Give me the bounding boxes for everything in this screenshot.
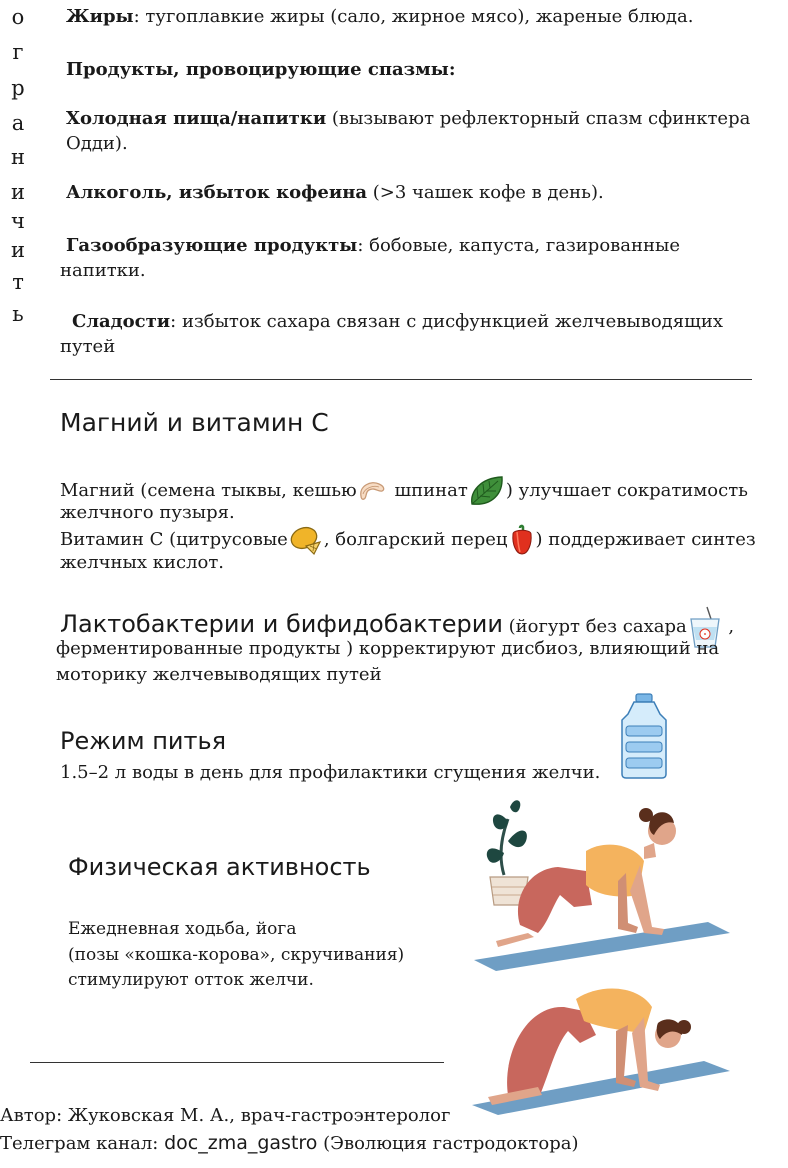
vertical-letter: р	[11, 76, 25, 100]
limit-sweets	[72, 309, 723, 334]
lacto-line: ферментированные продукты ) корректируют дисбиоз, влияющий на	[56, 638, 720, 659]
limit-cold	[66, 106, 750, 131]
yoga-illustration	[468, 795, 738, 1115]
telegram-line	[0, 1131, 578, 1156]
activity-text: Ежедневная ходьба, йога	[68, 919, 297, 939]
vertical-letter: т	[12, 270, 24, 294]
limit-fats-text: : тугоплавкие жиры (сало, жирное мясо), жареные блюда.	[133, 6, 694, 27]
activity-text: стимулируют отток желчи.	[68, 970, 314, 990]
limit-cold-cont: Одди).	[66, 133, 128, 154]
limit-fats	[66, 4, 693, 29]
water-title: Режим питья	[60, 727, 227, 755]
limit-gas	[66, 233, 680, 258]
vitamin-c-text: Витамин С (цитрусовые	[60, 529, 288, 550]
limit-gas-cont: напитки.	[60, 260, 146, 281]
lacto-text: ,	[722, 616, 735, 637]
limit-sweets-text: : избыток сахара связан с дисфункцией желчевыводящих	[170, 311, 723, 332]
limit-alcohol	[66, 180, 604, 205]
limit-gas-bold: Газообразующие продукты	[66, 235, 358, 256]
limit-sweets-bold: Сладости	[72, 311, 171, 332]
vertical-letter: а	[11, 111, 25, 135]
vertical-letter: и	[11, 180, 25, 204]
activity-text: (позы «кошка-корова», скручивания)	[68, 945, 405, 965]
vertical-letter: о	[11, 5, 25, 29]
spasm-heading	[66, 57, 456, 82]
author-line: Автор: Жуковская М. А., врач-гастроэнтеролог	[0, 1105, 451, 1126]
magnesium-title: Магний и витамин С	[60, 408, 329, 437]
vitamin-c-text: ) поддерживает синтез	[535, 529, 756, 550]
bell-pepper-icon	[508, 524, 536, 556]
vertical-letter: и	[11, 238, 25, 262]
spinach-leaf-icon	[468, 474, 506, 508]
cashew-icon	[357, 478, 389, 504]
magnesium-text: ) улучшает сократимость	[505, 480, 748, 501]
water-text: 1.5–2 л воды в день для профилактики сгущения желчи.	[60, 762, 601, 783]
lacto-line: моторику желчевыводящих путей	[56, 664, 382, 685]
limit-alcohol-bold: Алкоголь, избыток кофеина	[66, 182, 368, 203]
lacto-title: Лактобактерии и бифидобактерии	[60, 610, 503, 638]
divider	[30, 1062, 444, 1063]
spasm-heading-text: Продукты, провоцирующие спазмы:	[66, 59, 456, 80]
limit-cold-text: (вызывают рефлекторный спазм сфинктера	[326, 108, 751, 129]
vertical-letter: г	[12, 40, 24, 64]
lemon-icon	[288, 524, 324, 556]
limit-sweets-cont: путей	[60, 336, 116, 357]
magnesium-line: желчного пузыря.	[60, 502, 235, 523]
vertical-letter: ь	[12, 302, 24, 326]
divider	[50, 379, 752, 380]
potted-plant-illustration	[487, 800, 528, 905]
vitamin-c-line: желчных кислот.	[60, 552, 225, 573]
limit-alcohol-text: (>3 чашек кофе в день).	[367, 182, 604, 203]
telegram-handle[interactable]: doc_zma_gastro	[164, 1132, 318, 1154]
vertical-letter: ч	[11, 209, 25, 233]
vitamin-c-text: , болгарский перец	[323, 529, 508, 550]
limit-fats-bold: Жиры	[66, 6, 134, 27]
telegram-desc: (Эволюция гастродоктора)	[317, 1133, 579, 1154]
lacto-text: (йогурт без сахара	[502, 616, 687, 637]
magnesium-text: шпинат	[388, 480, 468, 501]
magnesium-text: Магний (семена тыквы, кешью	[60, 480, 357, 501]
telegram-label: Телеграм канал:	[0, 1133, 165, 1154]
limit-gas-text: : бобовые, капуста, газированные	[357, 235, 680, 256]
limit-cold-bold: Холодная пища/напитки	[66, 108, 327, 129]
water-bottle-icon	[616, 692, 672, 780]
activity-title: Физическая активность	[68, 853, 371, 881]
vertical-letter: н	[11, 145, 25, 169]
